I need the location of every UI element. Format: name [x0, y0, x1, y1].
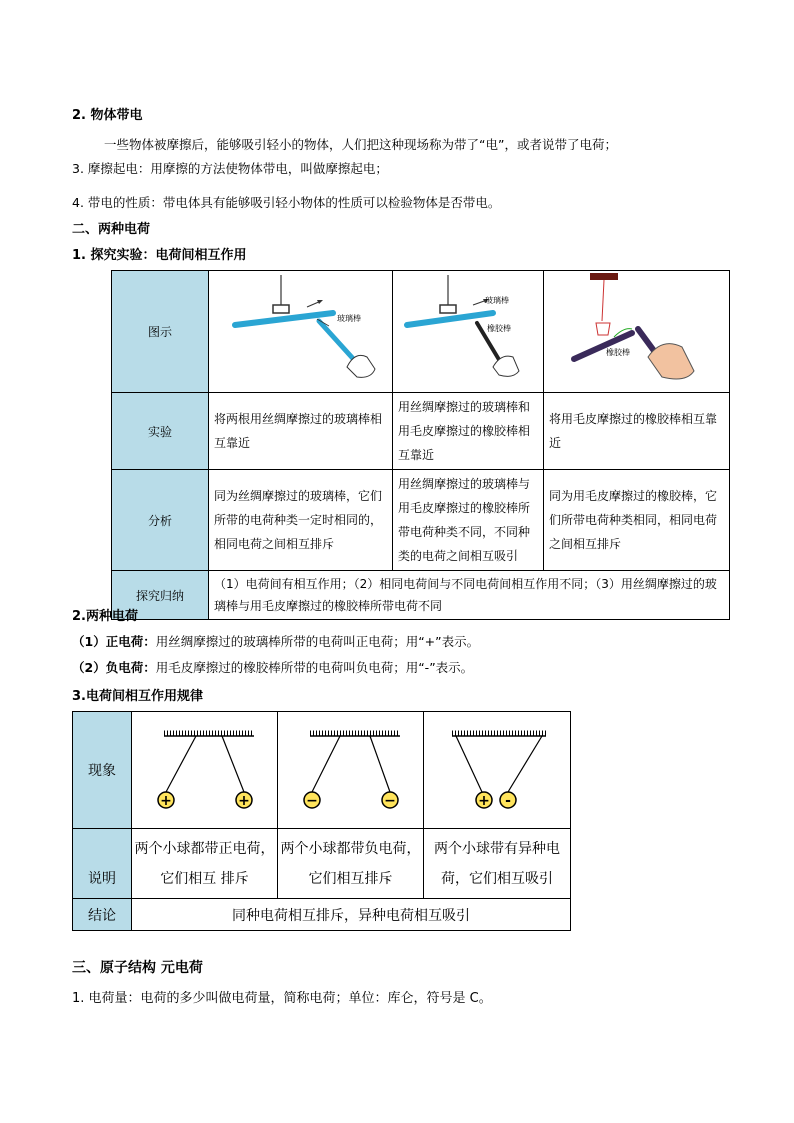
label-cell: 实验 — [112, 393, 209, 470]
definition-text: 用毛皮摩擦过的橡胶棒所带的电荷叫负电荷；用“-”表示。 — [155, 660, 474, 675]
image-cell — [424, 712, 571, 829]
rod-label: 橡胶棒 — [487, 324, 511, 333]
analysis-cell: 用丝绸摩擦过的玻璃棒与用毛皮摩擦过的橡胶棒所带电荷种类不同，不同种类的电荷之间相互吸引 — [393, 470, 544, 571]
definition-negative — [72, 658, 473, 676]
section-heading: 三、原子结构 元电荷 — [72, 960, 203, 976]
repel-positive-diagram — [132, 712, 277, 824]
minus-icon: − — [306, 793, 318, 809]
experiment-cell: 将用毛皮摩擦过的橡胶棒相互靠近 — [544, 393, 730, 470]
list-item: 3. 摩擦起电：用摩擦的方法使物体带电，叫做摩擦起电； — [72, 161, 388, 176]
explain-line: 两个小球带有异种电 — [434, 840, 560, 857]
minus-icon: − — [384, 793, 396, 809]
list-item: 4. 带电的性质：带电体具有能够吸引轻小物体的性质可以检验物体是否带电。 — [72, 195, 501, 210]
subsection-title: 1. 探究实验：电荷间相互作用 — [72, 248, 247, 263]
explain-line: 荷，它们相互吸引 — [441, 870, 553, 887]
explain-cell — [132, 829, 278, 899]
plus-icon: + — [478, 793, 490, 809]
image-cell — [132, 712, 278, 829]
explain-line: 两个小球都带正电荷， — [134, 840, 275, 857]
glass-rods-illustration — [209, 271, 392, 389]
definition-text: 用丝绸摩擦过的玻璃棒所带的电荷叫正电荷；用“+”表示。 — [155, 634, 480, 649]
paragraph: 一些物体被摩擦后，能够吸引轻小的物体，人们把这种现场称为带了“电”，或者说带了电荷； — [104, 137, 617, 152]
explain-line: 它们相互排斥 — [308, 870, 393, 887]
experiment-cell: 将两根用丝绸摩擦过的玻璃棒相互靠近 — [209, 393, 393, 470]
label-cell: 结论 — [73, 899, 132, 931]
rubber-rods-illustration — [544, 271, 729, 389]
repel-negative-diagram — [278, 712, 423, 824]
experiment-cell: 用丝绸摩擦过的玻璃棒和用毛皮摩擦过的橡胶棒相互靠近 — [393, 393, 544, 470]
analysis-cell: 同为用毛皮摩擦过的橡胶棒，它们所带电荷种类相同，相同电荷之间相互排斥 — [544, 470, 730, 571]
subsection-title: 3.电荷间相互作用规律 — [72, 689, 203, 704]
definition-label: （1）正电荷： — [72, 634, 156, 649]
plus-icon: + — [238, 793, 250, 809]
list-item: 1. 电荷量：电荷的多少叫做电荷量，简称电荷；单位：库仑，符号是 C。 — [72, 991, 492, 1006]
label-cell: 说明 — [73, 829, 132, 899]
explain-cell — [424, 829, 571, 899]
analysis-cell: 同为丝绸摩擦过的玻璃棒，它们所带的电荷种类一定时相同的，相同电荷之间相互排斥 — [209, 470, 393, 571]
image-cell — [209, 271, 393, 393]
subsection-title: 2.两种电荷 — [72, 609, 138, 624]
label-cell: 探究归纳 — [112, 571, 209, 620]
image-cell — [278, 712, 424, 829]
summary-cell: （1）电荷间有相互作用；（2）相同电荷间与不同电荷间相互作用不同；（3）用丝绸摩擦过的玻璃棒与用毛皮摩擦过的橡胶棒所带电荷不同 — [209, 571, 730, 620]
label-cell: 图示 — [112, 271, 209, 393]
rod-label: 玻璃棒 — [485, 296, 509, 305]
minus-icon: - — [505, 793, 511, 809]
image-cell — [544, 271, 730, 393]
explain-line: 两个小球都带负电荷， — [280, 840, 421, 857]
glass-rubber-rods-illustration — [393, 271, 543, 389]
section-title: 2. 物体带电 — [72, 108, 143, 123]
definition-label: （2）负电荷： — [72, 660, 156, 675]
section-heading: 二、两种电荷 — [72, 222, 151, 237]
attract-diagram — [424, 712, 570, 824]
plus-icon: + — [160, 793, 172, 809]
conclusion-cell: 同种电荷相互排斥，异种电荷相互吸引 — [132, 899, 571, 931]
rod-label: 玻璃棒 — [337, 314, 361, 323]
label-cell: 分析 — [112, 470, 209, 571]
experiment-table — [111, 270, 730, 620]
explain-cell — [278, 829, 424, 899]
label-cell: 现象 — [73, 712, 132, 829]
image-cell — [393, 271, 544, 393]
rod-label: 橡胶棒 — [606, 348, 630, 357]
definition-positive — [72, 632, 479, 650]
charge-rules-table — [72, 711, 571, 931]
explain-line: 它们相互 排斥 — [160, 870, 249, 887]
